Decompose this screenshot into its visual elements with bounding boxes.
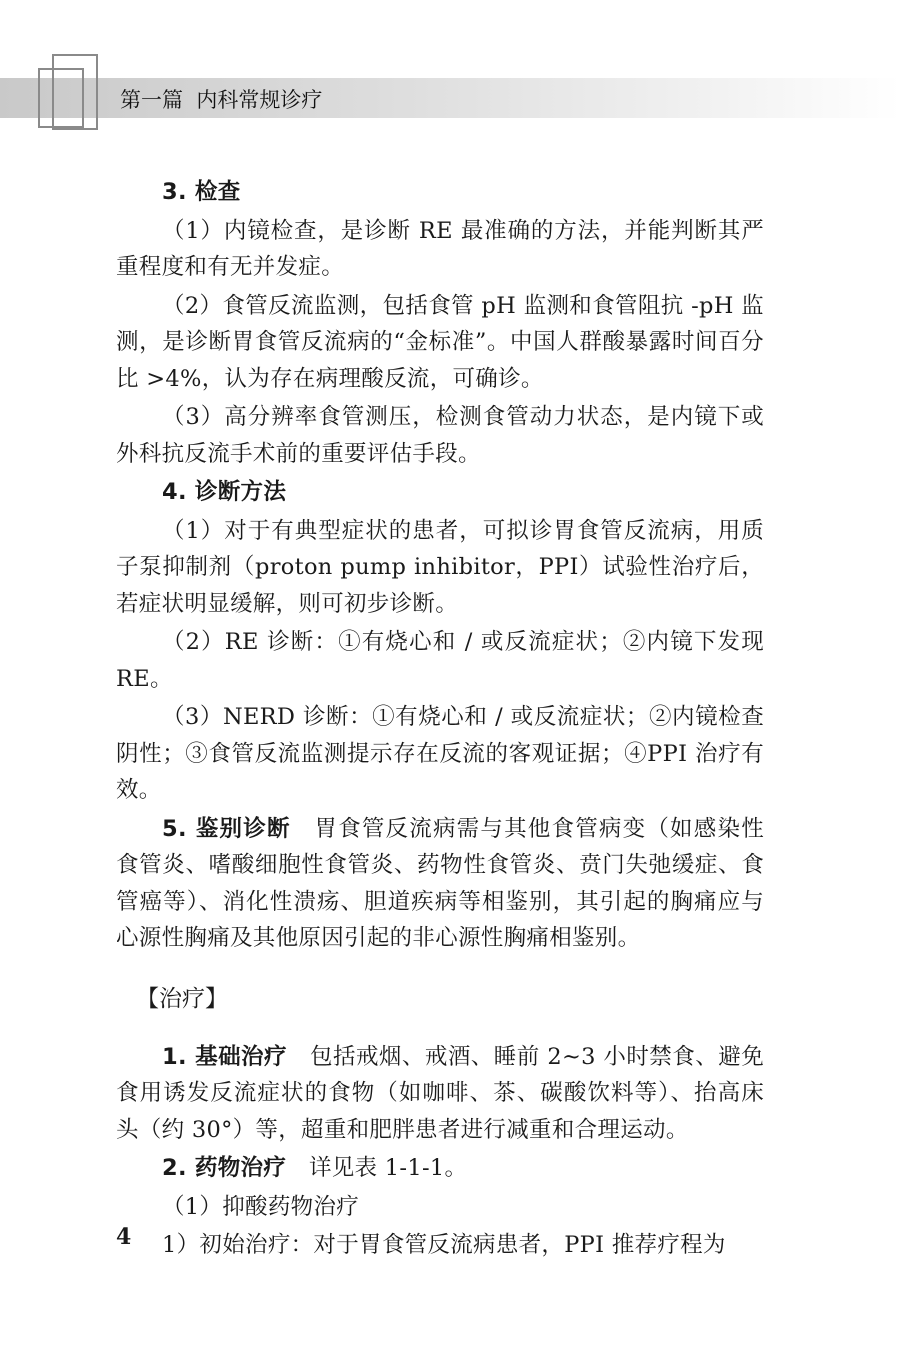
paragraph-basic-treatment [116, 1039, 764, 1149]
running-header-text [120, 84, 322, 114]
drug-treatment-body: 详见表 1-1-1。 [308, 1155, 468, 1181]
paragraph-reflux-monitoring: （2）食管反流监测，包括食管 pH 监测和食管阻抗 -pH 监测，是诊断胃食管反流病的“金标准”。中国人群酸暴露时间百分比 >4%，认为存在病理酸反流，可确诊。 [116, 292, 764, 392]
header-chapter: 内科常规诊疗 [196, 88, 323, 112]
paragraph-acid-suppression: （1）抑酸药物治疗 [162, 1193, 360, 1220]
header-decor-frame-back [52, 54, 98, 130]
header-part: 第一篇 [120, 88, 183, 112]
basic-treatment-body: 包括戒烟、戒酒、睡前 2~3 小时禁食、避免食用诱发反流症状的食物（如咖啡、茶、碳酸饮料等）、抬高床头（约 30°）等，超重和肥胖患者进行减重和合理运动。 [116, 1043, 765, 1143]
page-number: 4 [116, 1224, 132, 1250]
heading-diagnosis-method: 4. 诊断方法 [162, 479, 287, 505]
section-title-treatment: 【治疗】 [136, 985, 228, 1012]
paragraph-drug-treatment [116, 1150, 764, 1187]
page-body [116, 174, 764, 1264]
heading-differential: 5. 鉴别诊断 [162, 815, 291, 842]
heading-examination: 3. 检查 [162, 179, 241, 205]
paragraph-differential [116, 811, 764, 957]
paragraph-endoscopy: （1）内镜检查，是诊断 RE 最准确的方法，并能判断其严重程度和有无并发症。 [116, 217, 764, 280]
paragraph-ppi-test: （1）对于有典型症状的患者，可拟诊胃食管反流病，用质子泵抑制剂（proton pump inhibitor，PPI）试验性治疗后，若症状明显缓解，则可初步诊断。 [116, 517, 764, 617]
paragraph-initial-treatment: 1）初始治疗：对于胃食管反流病患者，PPI 推荐疗程为 [162, 1232, 726, 1258]
paragraph-manometry: （3）高分辨率食管测压，检测食管动力状态，是内镜下或外科抗反流手术前的重要评估手段。 [116, 404, 764, 467]
differential-body: 胃食管反流病需与其他食管病变（如感染性食管炎、嗜酸细胞性食管炎、药物性食管炎、贲门失弛缓症、食管癌等）、消化性溃疡、胆道疾病等相鉴别，其引起的胸痛应与心源性胸痛及其他原因引起的非心源性胸痛相鉴别。 [116, 815, 764, 951]
heading-drug-treatment: 2. 药物治疗 [162, 1155, 287, 1181]
paragraph-nerd-diagnosis: （3）NERD 诊断：①有烧心和 / 或反流症状；②内镜检查阴性；③食管反流监测提示存在反流的客观证据；④PPI 治疗有效。 [116, 704, 764, 803]
paragraph-re-diagnosis: （2）RE 诊断：①有烧心和 / 或反流症状；②内镜下发现 RE。 [116, 629, 764, 692]
heading-basic-treatment: 1. 基础治疗 [162, 1043, 288, 1070]
